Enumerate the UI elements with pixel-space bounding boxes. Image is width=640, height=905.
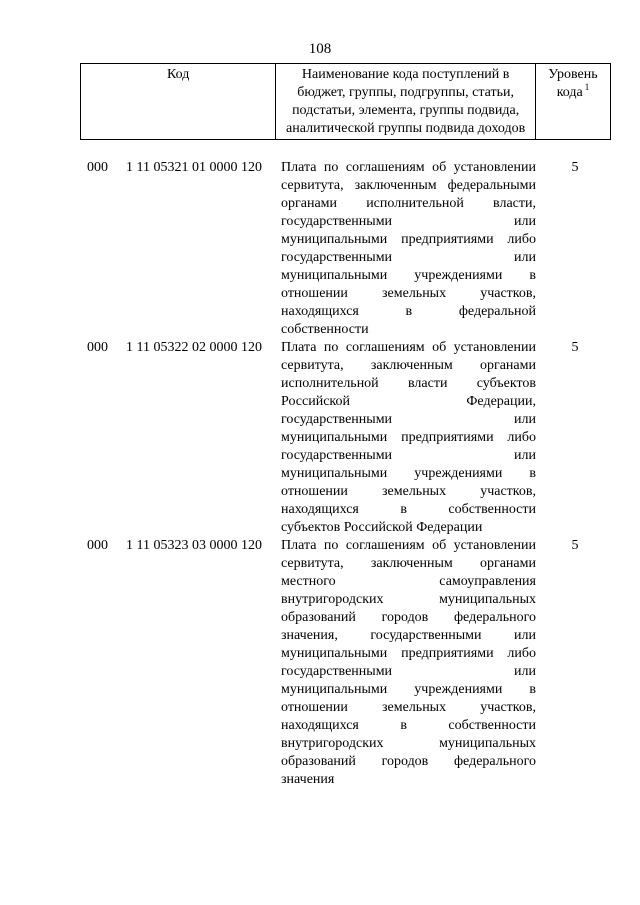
revenue-name-line: отношении земельных участков, bbox=[281, 286, 536, 301]
header-name-line: бюджет, группы, подгруппы, статьи, bbox=[297, 85, 515, 100]
revenue-name-line: государственными или bbox=[281, 664, 536, 679]
header-name-line: Наименование кода поступлений в bbox=[301, 67, 510, 82]
revenue-code: 1 11 05321 01 0000 120 bbox=[126, 160, 262, 175]
revenue-name-line: сервитута, заключенным органами bbox=[281, 358, 536, 373]
revenue-name-line: отношении земельных участков, bbox=[281, 484, 536, 499]
revenue-name-line: находящихся в федеральной bbox=[281, 304, 536, 319]
header-name-cell bbox=[276, 64, 536, 140]
header-level-line bbox=[538, 84, 608, 102]
revenue-name bbox=[281, 339, 536, 537]
admin-code: 000 bbox=[87, 538, 108, 553]
table-row bbox=[0, 537, 640, 789]
header-level-line: Уровень bbox=[548, 67, 598, 82]
code-level: 5 bbox=[571, 340, 579, 355]
header-code-cell bbox=[81, 64, 276, 140]
revenue-name-line: исполнительной власти субъектов bbox=[281, 376, 536, 391]
revenue-name-line: Российской Федерации, bbox=[281, 394, 536, 409]
page-number: 108 bbox=[308, 41, 332, 57]
revenue-name-line: местного самоуправления bbox=[281, 574, 536, 589]
revenue-name-line: муниципальными учреждениями в bbox=[281, 466, 536, 481]
revenue-name-line: Плата по соглашениям об установлении bbox=[281, 340, 536, 355]
revenue-name-line: государственными или bbox=[281, 448, 536, 463]
table-body bbox=[0, 159, 640, 789]
revenue-name-line: находящихся в собственности bbox=[281, 502, 536, 517]
revenue-name-line: значения bbox=[281, 772, 335, 787]
revenue-name-line: отношении земельных участков, bbox=[281, 700, 536, 715]
revenue-name-line: муниципальными предприятиями либо bbox=[281, 430, 536, 445]
table-header bbox=[80, 63, 611, 140]
revenue-name-line: сервитута, заключенным органами bbox=[281, 556, 536, 571]
revenue-code: 1 11 05323 03 0000 120 bbox=[126, 538, 262, 553]
revenue-name-line: находящихся в собственности bbox=[281, 718, 536, 733]
footnote-marker: 1 bbox=[584, 82, 590, 93]
table-row bbox=[0, 159, 640, 339]
admin-code: 000 bbox=[87, 160, 108, 175]
header-level-label: кода bbox=[556, 85, 583, 100]
revenue-name-line: органами исполнительной власти, bbox=[281, 196, 536, 211]
table-row bbox=[0, 339, 640, 537]
revenue-name-line: образований городов федерального bbox=[281, 610, 536, 625]
revenue-code: 1 11 05322 02 0000 120 bbox=[126, 340, 262, 355]
revenue-name-line: муниципальными учреждениями в bbox=[281, 268, 536, 283]
revenue-name-line: значения, государственными или bbox=[281, 628, 536, 643]
admin-code: 000 bbox=[87, 340, 108, 355]
header-code-label: Код bbox=[167, 67, 190, 82]
revenue-name bbox=[281, 159, 536, 339]
revenue-name-line: муниципальными предприятиями либо bbox=[281, 232, 536, 247]
header-name-line: аналитической группы подвида доходов bbox=[286, 121, 526, 136]
revenue-name-line: сервитута, заключенным федеральными bbox=[281, 178, 536, 193]
revenue-name-line: собственности bbox=[281, 322, 369, 337]
revenue-name-line: внутригородских муниципальных bbox=[281, 736, 536, 751]
header-name-line: подстатьи, элемента, группы подвида, bbox=[292, 103, 520, 118]
revenue-name-line: государственными или bbox=[281, 214, 536, 229]
revenue-name-line: субъектов Российской Федерации bbox=[281, 520, 483, 535]
revenue-name-line: внутригородских муниципальных bbox=[281, 592, 536, 607]
code-level: 5 bbox=[571, 538, 579, 553]
revenue-name-line: государственными или bbox=[281, 412, 536, 427]
revenue-name-line: государственными или bbox=[281, 250, 536, 265]
revenue-name-line: Плата по соглашениям об установлении bbox=[281, 160, 536, 175]
revenue-name bbox=[281, 537, 536, 789]
revenue-name-line: муниципальными учреждениями в bbox=[281, 682, 536, 697]
code-level: 5 bbox=[571, 160, 579, 175]
revenue-name-line: муниципальными предприятиями либо bbox=[281, 646, 536, 661]
revenue-name-line: Плата по соглашениям об установлении bbox=[281, 538, 536, 553]
revenue-name-line: образований городов федерального bbox=[281, 754, 536, 769]
header-level-cell bbox=[535, 64, 610, 140]
